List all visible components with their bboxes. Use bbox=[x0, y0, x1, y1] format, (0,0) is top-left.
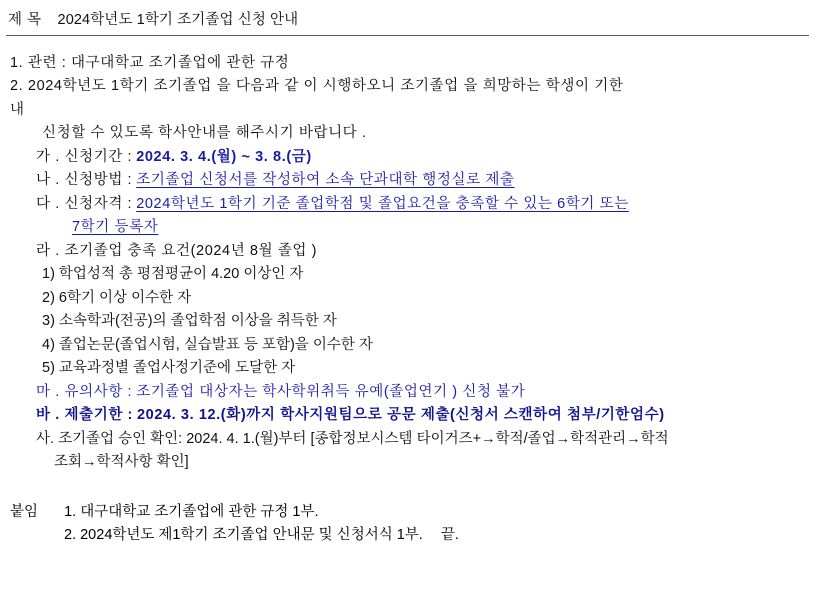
clause-ma bbox=[36, 381, 805, 404]
clause-ra: 라 . 조기졸업 충족 요건(2024년 8월 졸업 ) bbox=[36, 242, 318, 259]
clause-ba-label: 바 . 제출기한 : bbox=[36, 407, 133, 424]
clause-ma-label: 마 . 유의사항 : bbox=[36, 383, 133, 400]
attachment-item-2: 2. 2024학년도 제1학기 조기졸업 안내문 및 신청서식 1부. bbox=[64, 527, 423, 544]
clause-da-label: 다 . 신청자격 : bbox=[36, 195, 133, 212]
clause-2-line-2: 내 bbox=[10, 101, 25, 118]
clause-ma-value: 조기졸업 대상자는 학사학위취득 유예(졸업연기 ) 신청 불가 bbox=[136, 383, 526, 400]
clause-2-line-3: 신청할 수 있도록 학사안내를 해주시기 바랍니다 . bbox=[42, 125, 367, 142]
clause-sa-line-2: 조회→학적사항 확인] bbox=[54, 454, 189, 471]
clause-na-value: 조기졸업 신청서를 작성하여 소속 단과대학 행정실로 제출 bbox=[136, 172, 515, 189]
attachments-row-2 bbox=[64, 524, 805, 547]
clause-2-line-1: 2. 2024학년도 1학기 조기졸업 을 다음과 같 이 시행하오니 조기졸업 을 희망하는 학생이 기한 bbox=[10, 78, 624, 95]
attachments-row-1 bbox=[10, 501, 805, 524]
document-end-mark: 끝. bbox=[440, 527, 459, 544]
attachments-label: 붙임 bbox=[10, 503, 39, 520]
title-label: 제 목 bbox=[8, 12, 42, 28]
clause-ra-sub-5: 5) 교육과정별 졸업사정기준에 도달한 자 bbox=[42, 360, 296, 377]
attachments-block bbox=[0, 501, 815, 548]
clause-ga-value: 2024. 3. 4.(월) ~ 3. 8.(금) bbox=[136, 148, 312, 165]
page-title: 2024학년도 1학기 조기졸업 신청 안내 bbox=[57, 12, 299, 28]
clause-na bbox=[36, 169, 805, 192]
clause-ra-sub-4: 4) 졸업논문(졸업시험, 실습발표 등 포함)을 이수한 자 bbox=[42, 336, 373, 353]
clause-ra-sub-1: 1) 학업성적 총 평점평균이 4.20 이상인 자 bbox=[42, 266, 304, 283]
clause-na-label: 나 . 신청방법 : bbox=[36, 172, 133, 189]
document-title-row bbox=[0, 0, 815, 29]
clause-ra-sub-2: 2) 6학기 이상 이수한 자 bbox=[42, 289, 192, 306]
attachment-item-1: 1. 대구대학교 조기졸업에 관한 규정 1부. bbox=[64, 503, 319, 520]
clause-ba bbox=[36, 404, 805, 427]
clause-da-value-line-1: 2024학년도 1학기 기준 졸업학점 및 졸업요건을 충족할 수 있는 6학기 또는 bbox=[136, 195, 629, 212]
clause-ga-label: 가 . 신청기간 : bbox=[36, 148, 133, 165]
document-body bbox=[0, 36, 815, 501]
clause-da bbox=[36, 193, 805, 216]
clause-ga bbox=[36, 146, 805, 169]
clause-ba-value: 2024. 3. 12.(화)까지 학사지원팀으로 공문 제출(신청서 스캔하여 첨부/기한엄수) bbox=[137, 407, 665, 424]
clause-ra-sub-3: 3) 소속학과(전공)의 졸업학점 이상을 취득한 자 bbox=[42, 313, 337, 330]
clause-1: 1. 관련 : 대구대학교 조기졸업에 관한 규정 bbox=[10, 55, 290, 71]
clause-sa-line-1: 사. 조기졸업 승인 확인: 2024. 4. 1.(월)부터 [종합정보시스템 타이거즈+→학적/졸업→학적관리→학적 bbox=[36, 430, 669, 447]
clause-da-value-line-2: 7학기 등록자 bbox=[72, 219, 159, 236]
clause-da-cont bbox=[72, 216, 805, 239]
